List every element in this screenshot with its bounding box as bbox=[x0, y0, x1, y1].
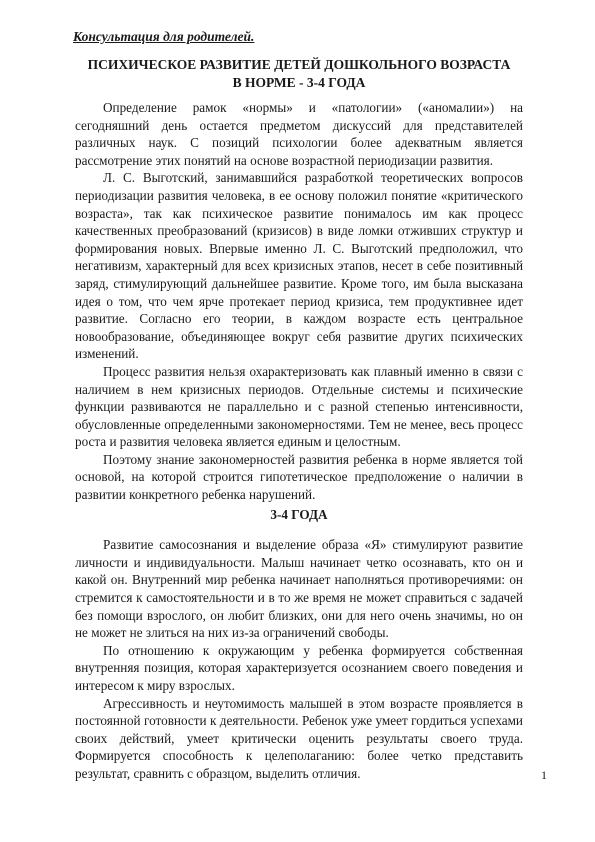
section-paragraph-1: Развитие самосознания и выделение образа «Я» стимулируют развитие личности и индивидуальности. Малыш начинает четко осознавать, кто он и какой он. Внутренний мир ребенка начинает наполняться противоречиями: он стремится к самостоятельности и в то же время не может справиться с задачей без помощи взрослого, он любит близких, они для него очень значимы, но он не может не злиться на них из-за ограничений свободы. bbox=[75, 537, 523, 641]
intro-paragraph-1: Определение рамок «нормы» и «патологии» («аномалии») на сегодняшний день остается предметом дискуссий для представителей различных наук. С позиций психологии более адекватным является рассмотрение этих понятий на основе возрастной периодизации развития. bbox=[75, 100, 523, 168]
document-title-line-1: ПСИХИЧЕСКОЕ РАЗВИТИЕ ДЕТЕЙ ДОШКОЛЬНОГО ВОЗРАСТА bbox=[87, 57, 511, 72]
document-title-line-2: В НОРМЕ - 3-4 ГОДА bbox=[232, 75, 366, 90]
intro-paragraph-4: Поэтому знание закономерностей развития ребенка в норме является той основой, на которой строится гипотетическое предположение о наличии в развитии конкретного ребенка нарушений. bbox=[75, 451, 523, 503]
consultation-heading: Консультация для родителей. bbox=[73, 29, 255, 44]
document-body bbox=[75, 99, 523, 783]
page-number: 1 bbox=[541, 768, 547, 782]
intro-paragraph-2: Л. С. Выготский, занимавшийся разработкой теоретических вопросов периодизации развития человека, в ее основу положил понятие «критического возраста», так как психическое развитие понималось им как процесс качественных преобразований (кризисов) в виде ломки отживших структур и формирования новых. Впервые именно Л. С. Выготский предположил, что негативизм, характерный для всех кризисных этапов, несет в себе позитивный заряд, стимулирующий дальнейшее развитие. Кроме того, им была высказана идея о том, что чем ярче протекает период кризиса, тем продуктивнее идет развитие. Согласно его теории, в каждом возрасте есть центральное новообразование, объединяющее вокруг себя развитие других психических изменений. bbox=[75, 170, 523, 362]
intro-paragraph-3: Процесс развития нельзя охарактеризовать как плавный именно в связи с наличием в нем кризисных периодов. Отдельные системы и психические функции развиваются не параллельно и с разной степенью интенсивности, обусловленные определенными закономерностями. Тем не менее, весь процесс роста и развития человека является единым и целостным. bbox=[75, 363, 523, 450]
section-heading: 3-4 ГОДА bbox=[270, 506, 328, 522]
section-paragraph-3: Агрессивность и неутомимость малышей в этом возрасте проявляется в постоянной готовности к деятельности. Ребенок уже умеет гордиться успехами своих действий, умеет критически оценить результаты своего труда. Формируется способность к целеполаганию: более четко представить результат, сравнить с образцом, выделить отличия. bbox=[75, 695, 523, 781]
section-paragraph-2: По отношению к окружающим у ребенка формируется собственная внутренняя позиция, которая характеризуется осознанием своего поведения и интересом к миру взрослых. bbox=[75, 642, 523, 693]
